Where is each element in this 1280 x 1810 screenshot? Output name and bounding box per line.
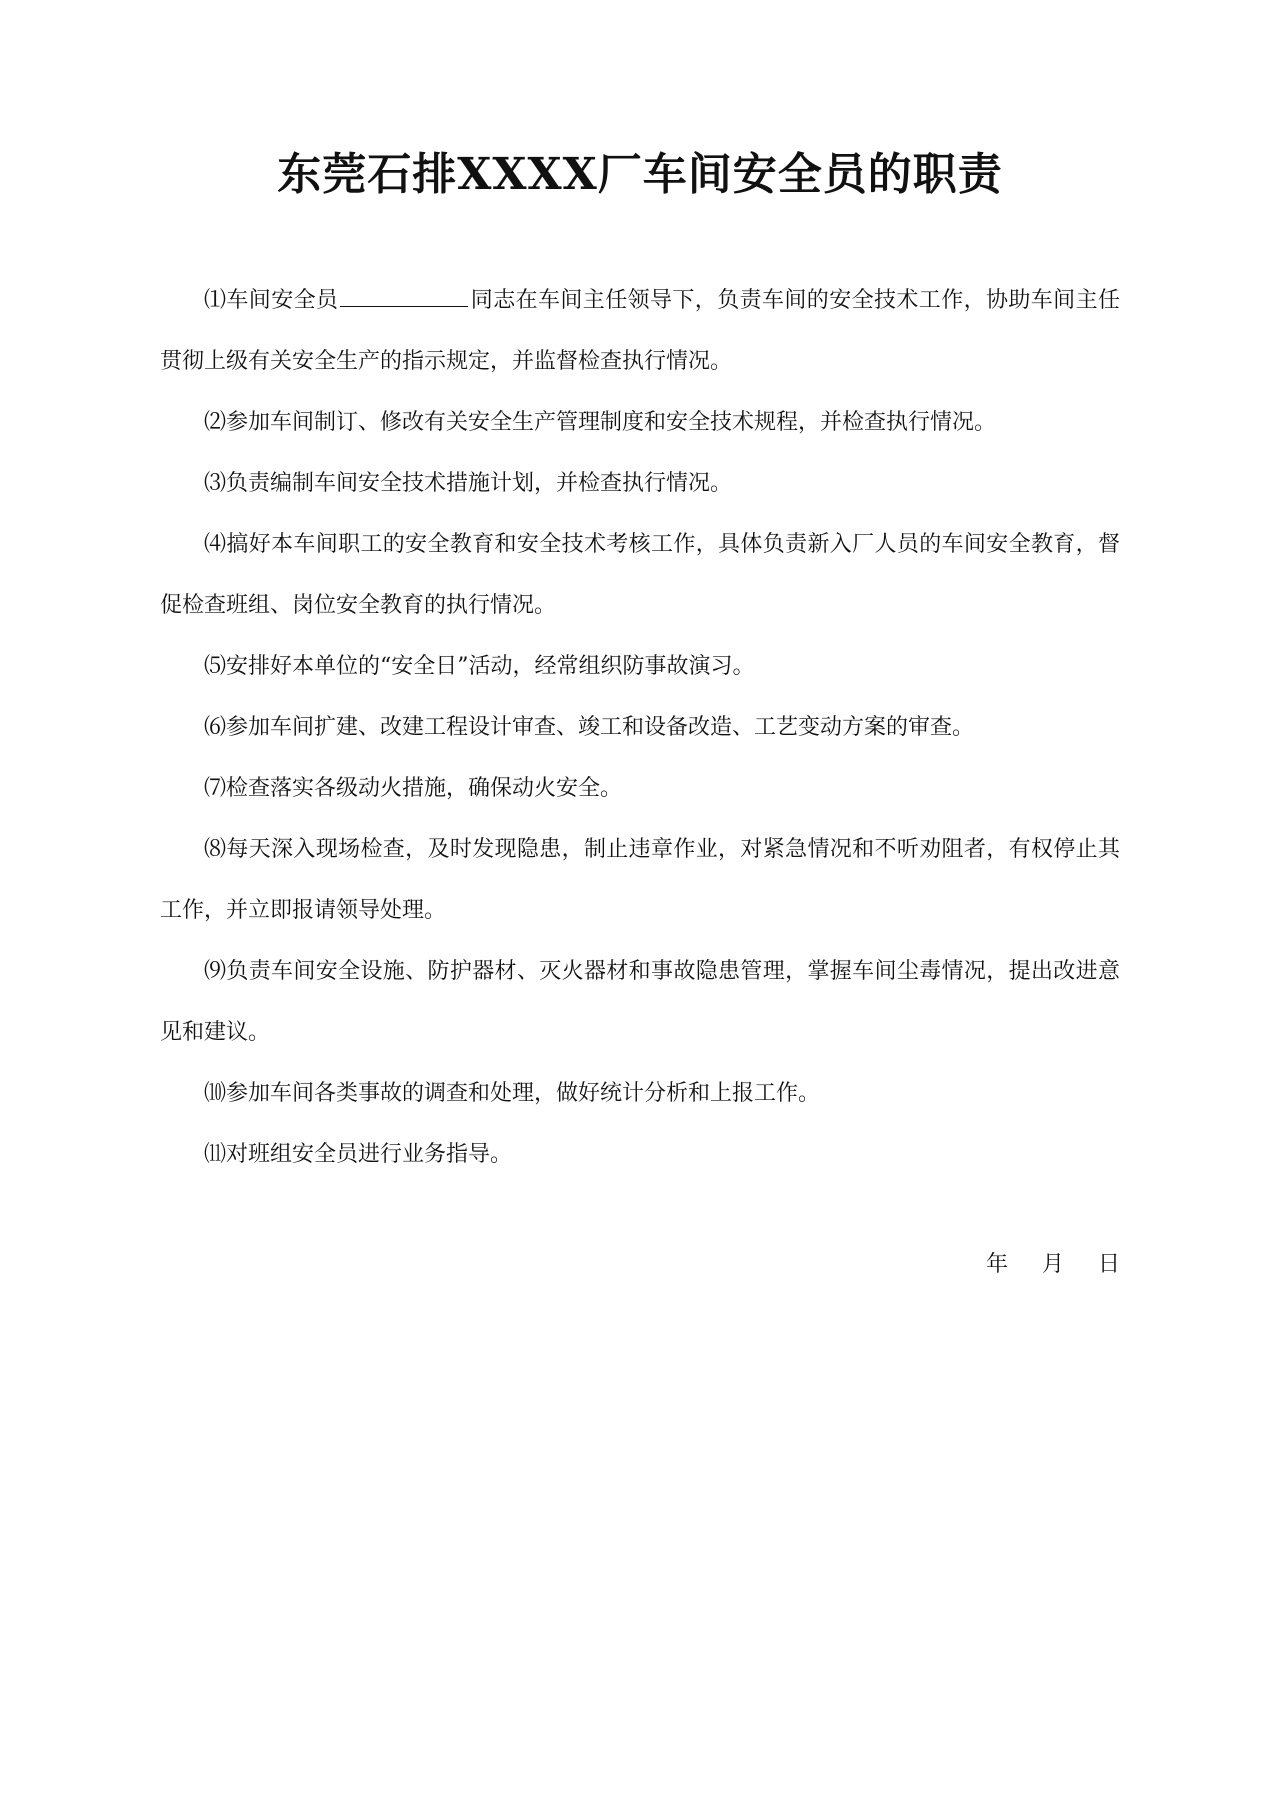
date-line: [986, 1247, 1120, 1278]
duty-clause-4: ⑷搞好本车间职工的安全教育和安全技术考核工作，具体负责新入厂人员的车间安全教育，督促检查班组、岗位安全教育的执行情况。: [160, 532, 1120, 618]
duty-clause-1-start: ⑴车间安全员: [204, 288, 339, 313]
duty-clause-1: [160, 270, 1120, 392]
duty-clause-8: ⑻每天深入现场检查，及时发现隐患，制止违章作业，对紧急情况和不听劝阻者，有权停止其工作，并立即报请领导处理。: [160, 837, 1120, 923]
duty-clause-6: ⑹参加车间扩建、改建工程设计审查、竣工和设备改造、工艺变动方案的审查。: [204, 715, 975, 740]
duty-clause-3: ⑶负责编制车间安全技术措施计划，并检查执行情况。: [204, 471, 733, 496]
date-day: 日: [1097, 1252, 1120, 1277]
duty-clause-10: ⑽参加车间各类事故的调查和处理，做好统计分析和上报工作。: [204, 1081, 821, 1106]
duty-clause-1-end: 同志在车间主任领导下，负责车间的安全技术工作，协助车间主任贯彻上级有关安全生产的指示规定，并监督检查执行情况。: [160, 288, 1120, 374]
duties-list: [160, 270, 1120, 1185]
date-year: 年: [985, 1252, 1008, 1277]
duty-clause-7: ⑺检查落实各级动火措施，确保动火安全。: [204, 776, 623, 801]
document-title: 东莞石排XXXX厂车间安全员的职责: [277, 149, 1003, 200]
duty-clause-5: ⑸安排好本单位的“安全日”活动，经常组织防事故演习。: [204, 654, 755, 679]
duty-clause-11: ⑾对班组安全员进行业务指导。: [204, 1142, 513, 1167]
date-month: 月: [1041, 1252, 1064, 1277]
duty-clause-9: ⑼负责车间安全设施、防护器材、灭火器材和事故隐患管理，掌握车间尘毒情况，提出改进意见和建议。: [160, 959, 1120, 1045]
duty-clause-2: ⑵参加车间制订、修改有关安全生产管理制度和安全技术规程，并检查执行情况。: [204, 410, 997, 435]
name-blank-line: [340, 284, 468, 307]
